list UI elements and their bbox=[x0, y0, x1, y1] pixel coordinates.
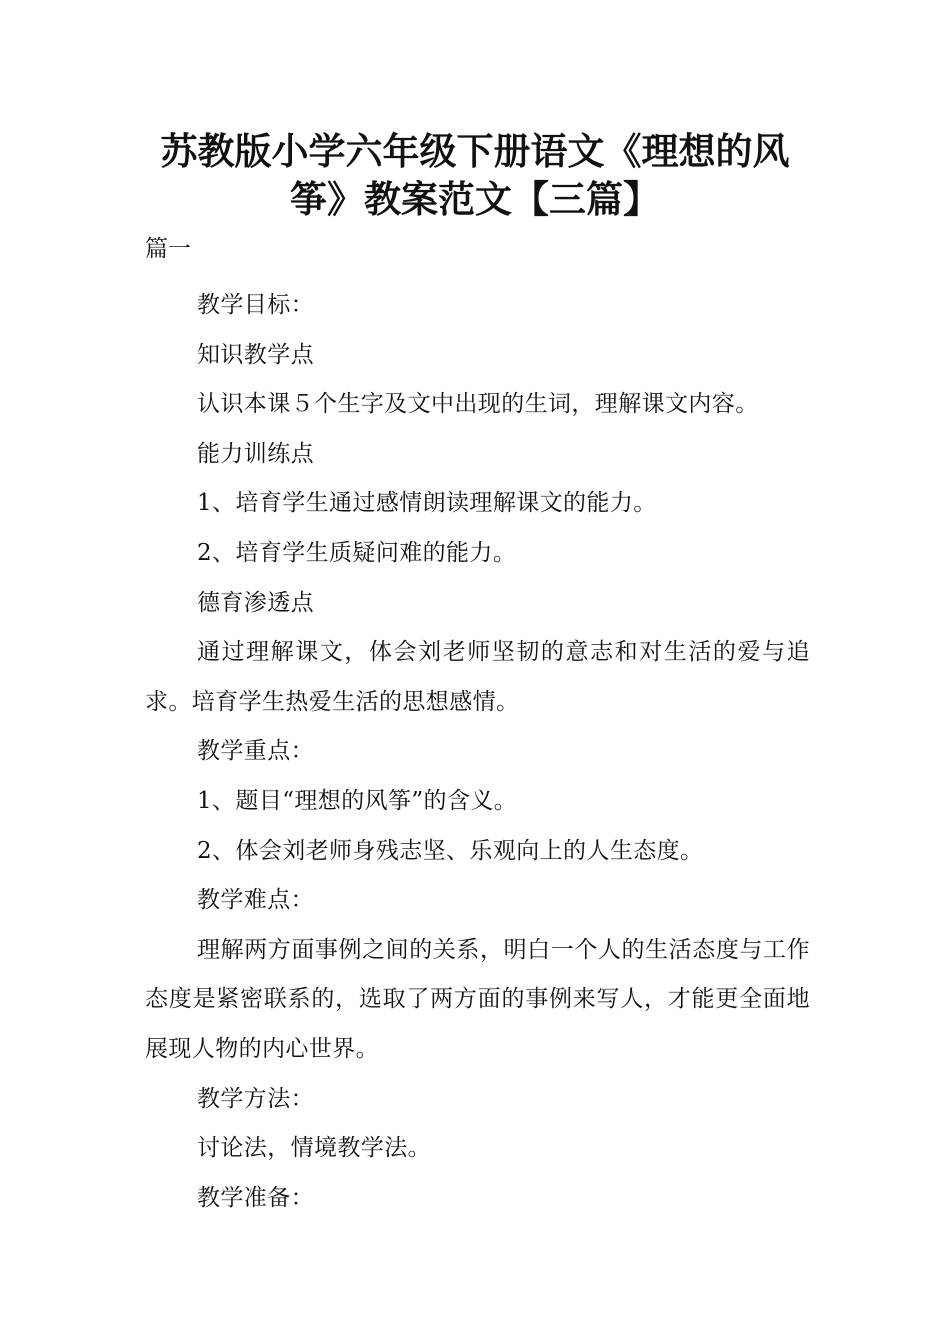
document-body bbox=[145, 281, 810, 1223]
section-label: 篇一 bbox=[145, 236, 191, 262]
list-item-ability-2: 2、培育学生质疑问难的能力。 bbox=[197, 539, 517, 566]
list-item-ability-1: 1、培育学生通过感情朗读理解课文的能力。 bbox=[197, 490, 657, 517]
list-item-key-1: 1、题目“理想的风筝”的含义。 bbox=[197, 787, 518, 814]
subheading-knowledge-points: 知识教学点 bbox=[197, 341, 314, 368]
heading-difficult-points: 教学难点： bbox=[197, 887, 314, 914]
paragraph-difficult: 理解两方面事例之间的关系，明白一个人的生活态度与工作态度是紧密联系的，选取了两方面的事例来写人，才能更全面地展现人物的内心世界。 bbox=[145, 936, 810, 1062]
document-title-line-1: 苏教版小学六年级下册语文《理想的风 bbox=[160, 130, 790, 173]
paragraph-knowledge: 认识本课５个生字及文中出现的生词，理解课文内容。 bbox=[197, 391, 759, 418]
paragraph-methods: 讨论法，情境教学法。 bbox=[197, 1135, 431, 1162]
heading-teaching-goals: 教学目标： bbox=[197, 292, 314, 318]
list-item-key-2: 2、体会刘老师身残志坚、乐观向上的人生态度。 bbox=[197, 837, 704, 864]
subheading-ability-points: 能力训练点 bbox=[197, 440, 314, 467]
paragraph-moral: 通过理解课文，体会刘老师坚韧的意志和对生活的爱与追求。培育学生热爱生活的思想感情。 bbox=[145, 639, 810, 715]
heading-teaching-preparation: 教学准备： bbox=[197, 1184, 314, 1211]
heading-teaching-methods: 教学方法： bbox=[197, 1085, 314, 1112]
heading-key-points: 教学重点： bbox=[197, 738, 314, 765]
subheading-moral-points: 德育渗透点 bbox=[197, 589, 314, 616]
document-title-line-2: 筝》教案范文【三篇】 bbox=[290, 178, 660, 221]
